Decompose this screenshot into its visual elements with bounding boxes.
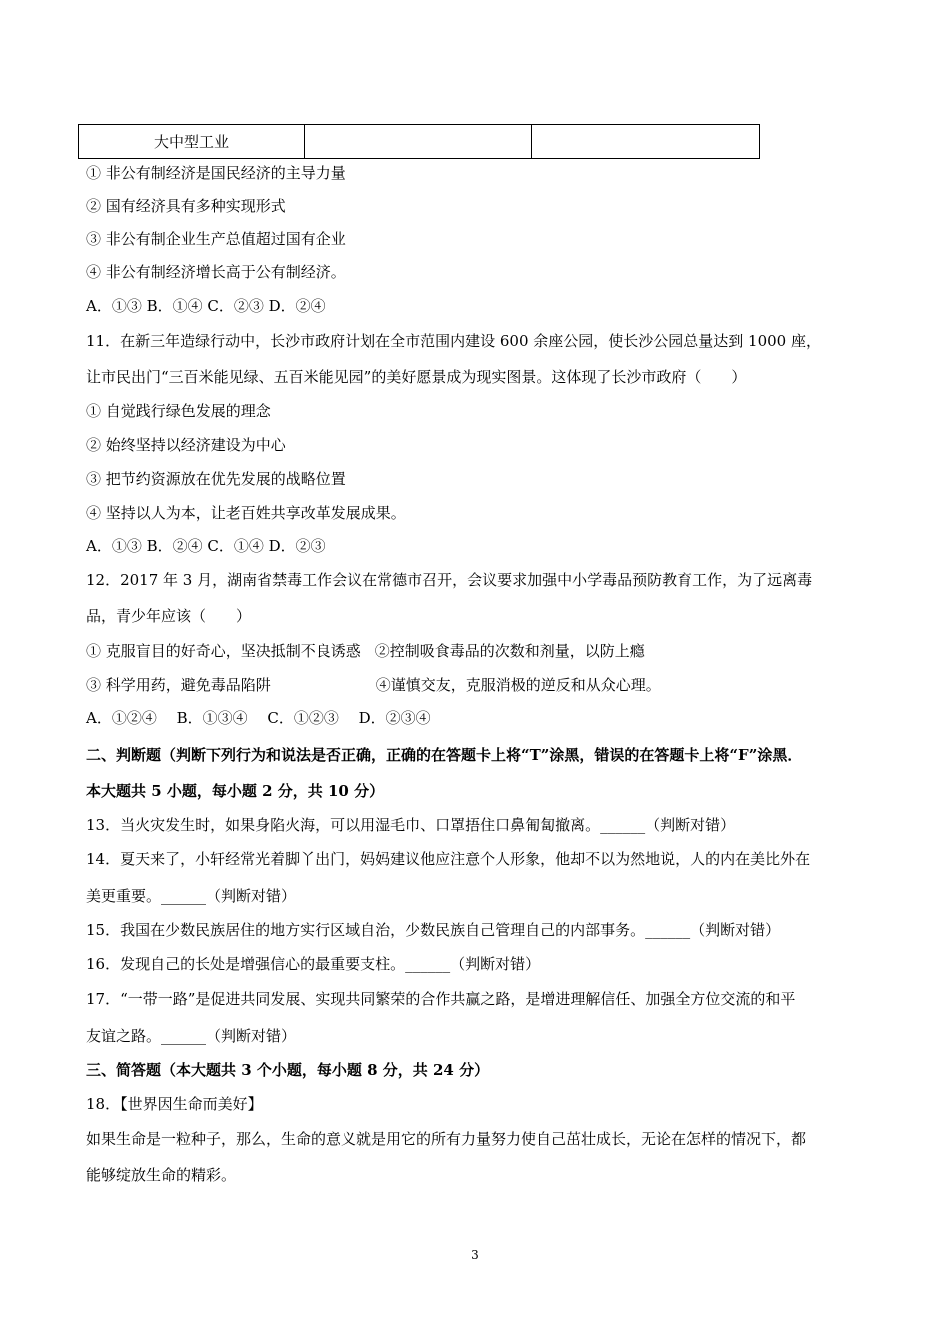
- section-2-heading-line-1: 二、判断题（判断下列行为和说法是否正确，正确的在答题卡上将“T”涂黑，错误的在答题卡上将“F”涂黑．: [86, 746, 803, 764]
- q10-option-2: ② 国有经济具有多种实现形式: [86, 197, 286, 215]
- q12-options-row-2: [86, 675, 661, 695]
- q10-option-4: ④ 非公有制经济增长高于公有制经济。: [86, 263, 346, 281]
- q17-line-2: 友谊之路。______（判断对错）: [86, 1027, 297, 1045]
- q12-option-2: ②控制吸食毒品的次数和剂量，以防上瘾: [374, 642, 645, 660]
- section-3-heading: 三、简答题（本大题共 3 个小题，每小题 8 分，共 24 分）: [86, 1061, 490, 1079]
- industry-table: [78, 124, 760, 159]
- page-number: 3: [471, 1248, 479, 1262]
- q10-option-1: ① 非公有制经济是国民经济的主导力量: [86, 164, 346, 182]
- q11-option-1: ① 自觉践行绿色发展的理念: [86, 402, 271, 420]
- q12-stem-line-1: 12．2017 年 3 月，湖南省禁毒工作会议在常德市召开，会议要求加强中小学毒品预防教育工作，为了远离毒: [86, 571, 813, 589]
- q15: 15．我国在少数民族居住的地方实行区域自治，少数民族自己管理自己的内部事务。______（判断对错）: [86, 921, 781, 939]
- q11-option-2: ② 始终坚持以经济建设为中心: [86, 436, 286, 454]
- q14-line-1: 14．夏天来了，小轩经常光着脚丫出门，妈妈建议他应注意个人形象，他却不以为然地说，人的内在美比外在: [86, 850, 811, 868]
- table-cell: [305, 125, 532, 159]
- q14-line-2: 美更重要。______（判断对错）: [86, 887, 297, 905]
- q12-stem-line-2: 品，青少年应该（ ）: [86, 607, 252, 625]
- q11-stem-line-1: 11．在新三年造绿行动中，长沙市政府计划在全市范围内建设 600 余座公园，使长沙公园总量达到 1000 座，: [86, 332, 821, 350]
- q10-option-3: ③ 非公有制企业生产总值超过国有企业: [86, 230, 346, 248]
- q13: 13．当火灾发生时，如果身陷火海，可以用湿毛巾、口罩捂住口鼻匍匐撤离。______（判断对错）: [86, 816, 736, 834]
- q17-line-1: 17．“一带一路”是促进共同发展、实现共同繁荣的合作共赢之路，是增进理解信任、加强全方位交流的和平: [86, 990, 796, 1008]
- q11-choices: A．①③ B．②④ C．①④ D．②③: [86, 537, 326, 555]
- table-row: [79, 125, 760, 159]
- table-cell: 大中型工业: [79, 125, 305, 159]
- q18-title: 18．【世界因生命而美好】: [86, 1095, 263, 1113]
- q12-option-4: ④谨慎交友，克服消极的逆反和从众心理。: [375, 676, 661, 694]
- q11-option-3: ③ 把节约资源放在优先发展的战略位置: [86, 470, 346, 488]
- q10-choices: A．①③ B．①④ C．②③ D．②④: [86, 297, 326, 315]
- q18-text-line-2: 能够绽放生命的精彩。: [86, 1166, 237, 1184]
- q16: 16．发现自己的长处是增强信心的最重要支柱。______（判断对错）: [86, 955, 541, 973]
- q12-options-row-1: [86, 641, 645, 661]
- q12-option-1: ① 克服盲目的好奇心，坚决抵制不良诱惑: [86, 642, 361, 660]
- q12-option-3: ③ 科学用药，避免毒品陷阱: [86, 676, 271, 694]
- q11-option-4: ④ 坚持以人为本，让老百姓共享改革发展成果。: [86, 504, 406, 522]
- q11-stem-line-2: 让市民出门“三百米能见绿、五百米能见园”的美好愿景成为现实图景。这体现了长沙市政府（ ）: [86, 368, 747, 386]
- section-2-heading-line-2: 本大题共 5 小题，每小题 2 分，共 10 分）: [86, 782, 385, 800]
- table-cell: [532, 125, 760, 159]
- q18-text-line-1: 如果生命是一粒种子，那么，生命的意义就是用它的所有力量努力使自己茁壮成长，无论在怎样的情况下，都: [86, 1130, 807, 1148]
- q12-choices: A．①②④ B．①③④ C．①②③ D．②③④: [86, 709, 431, 727]
